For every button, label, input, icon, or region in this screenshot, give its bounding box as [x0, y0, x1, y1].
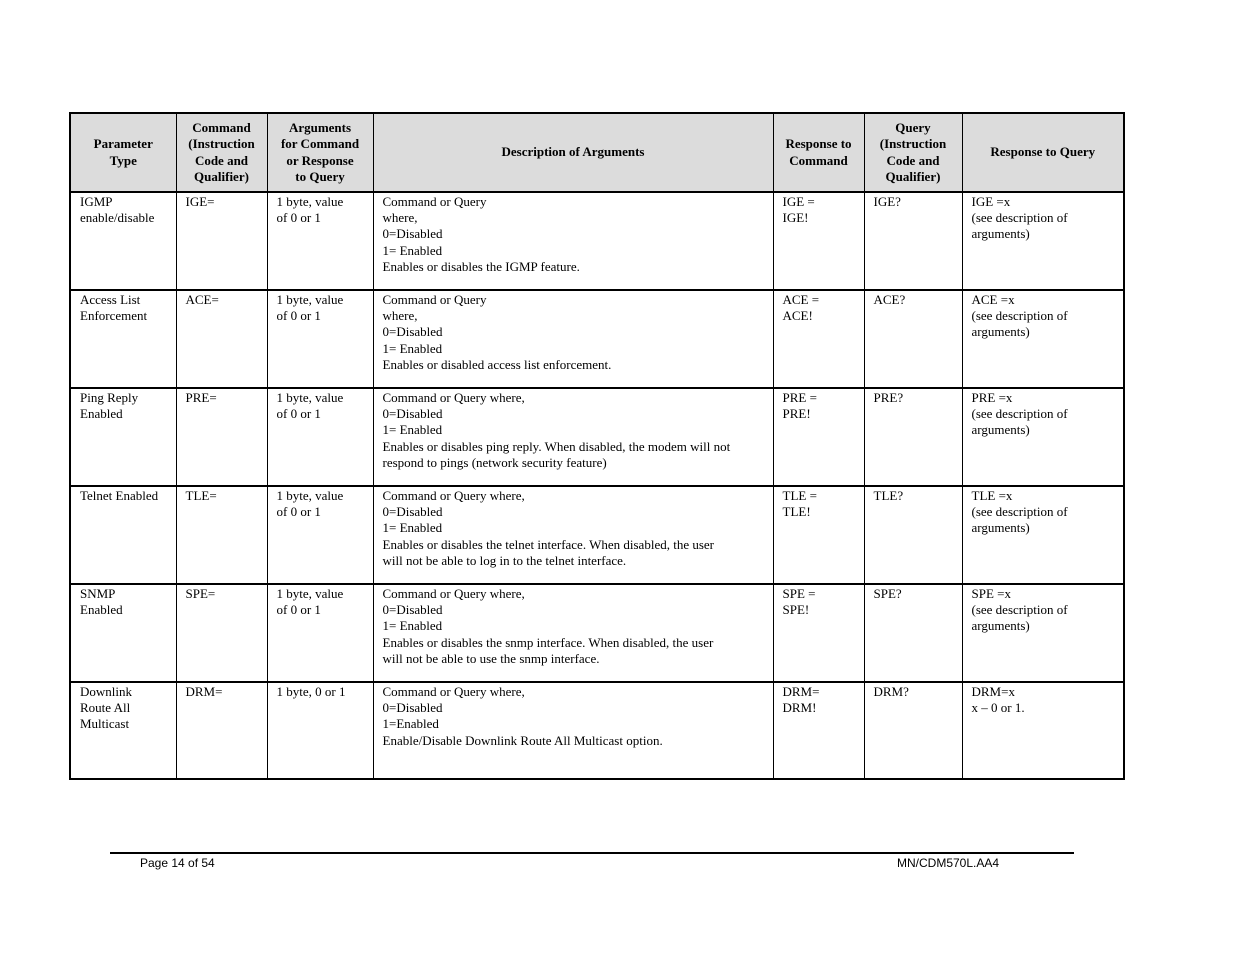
table-row — [70, 486, 1124, 584]
cell-response-cmd: PRE = PRE! — [773, 388, 864, 486]
cell-query: PRE? — [864, 388, 962, 486]
table-row — [70, 584, 1124, 682]
cell-param: Ping Reply Enabled — [70, 388, 176, 486]
cell-query: DRM? — [864, 682, 962, 779]
cell-query: IGE? — [864, 192, 962, 290]
header-response-to-query: Response to Query — [962, 113, 1124, 192]
cell-command: PRE= — [176, 388, 267, 486]
cell-response-query: SPE =x (see description of arguments) — [962, 584, 1124, 682]
cell-description: Command or Query where, 0=Disabled 1= Enabled Enables or disables ping reply. When disabled, the modem will not respond to pings (network security feature) — [373, 388, 773, 486]
header-row — [70, 113, 1124, 192]
cell-command: SPE= — [176, 584, 267, 682]
footer-divider — [110, 852, 1074, 854]
cell-description: Command or Query where, 0=Disabled 1= Enabled Enables or disables the snmp interface. When disabled, the user will not be able to use the snmp interface. — [373, 584, 773, 682]
cell-args: 1 byte, value of 0 or 1 — [267, 192, 373, 290]
cell-response-cmd: IGE = IGE! — [773, 192, 864, 290]
cell-description: Command or Query where, 0=Disabled 1= Enabled Enables or disables the IGMP feature. — [373, 192, 773, 290]
cell-args: 1 byte, value of 0 or 1 — [267, 290, 373, 388]
cell-args: 1 byte, value of 0 or 1 — [267, 388, 373, 486]
cell-param: IGMP enable/disable — [70, 192, 176, 290]
cell-param: Downlink Route All Multicast — [70, 682, 176, 779]
cell-response-query: IGE =x (see description of arguments) — [962, 192, 1124, 290]
cell-response-query: ACE =x (see description of arguments) — [962, 290, 1124, 388]
header-response-to-command: Response to Command — [773, 113, 864, 192]
cell-command: DRM= — [176, 682, 267, 779]
table-row — [70, 192, 1124, 290]
cell-description: Command or Query where, 0=Disabled 1= Enabled Enables or disables the telnet interface. When disabled, the user will not be able to log in to the telnet interface. — [373, 486, 773, 584]
cell-description: Command or Query where, 0=Disabled 1= Enabled Enables or disabled access list enforcement. — [373, 290, 773, 388]
cell-response-query: TLE =x (see description of arguments) — [962, 486, 1124, 584]
footer-page-number: Page 14 of 54 — [140, 856, 215, 870]
cell-command: ACE= — [176, 290, 267, 388]
cell-query: TLE? — [864, 486, 962, 584]
cell-description: Command or Query where, 0=Disabled 1=Enabled Enable/Disable Downlink Route All Multicast option. — [373, 682, 773, 779]
cell-args: 1 byte, 0 or 1 — [267, 682, 373, 779]
cell-args: 1 byte, value of 0 or 1 — [267, 486, 373, 584]
cell-response-cmd: TLE = TLE! — [773, 486, 864, 584]
cell-param: SNMP Enabled — [70, 584, 176, 682]
cell-query: ACE? — [864, 290, 962, 388]
table-row — [70, 682, 1124, 779]
cell-response-query: PRE =x (see description of arguments) — [962, 388, 1124, 486]
cell-response-cmd: SPE = SPE! — [773, 584, 864, 682]
header-arguments: Arguments for Command or Response to Query — [267, 113, 373, 192]
cell-command: IGE= — [176, 192, 267, 290]
cell-response-cmd: DRM= DRM! — [773, 682, 864, 779]
cell-response-cmd: ACE = ACE! — [773, 290, 864, 388]
cell-args: 1 byte, value of 0 or 1 — [267, 584, 373, 682]
header-command: Command (Instruction Code and Qualifier) — [176, 113, 267, 192]
footer-document-id: MN/CDM570L.AA4 — [897, 856, 1000, 870]
table-row — [70, 290, 1124, 388]
cell-response-query: DRM=x x – 0 or 1. — [962, 682, 1124, 779]
cell-param: Telnet Enabled — [70, 486, 176, 584]
header-description: Description of Arguments — [373, 113, 773, 192]
header-parameter-type: Parameter Type — [70, 113, 176, 192]
table-row — [70, 388, 1124, 486]
parameter-table — [69, 112, 1125, 780]
cell-query: SPE? — [864, 584, 962, 682]
cell-param: Access List Enforcement — [70, 290, 176, 388]
cell-command: TLE= — [176, 486, 267, 584]
header-query: Query (Instruction Code and Qualifier) — [864, 113, 962, 192]
